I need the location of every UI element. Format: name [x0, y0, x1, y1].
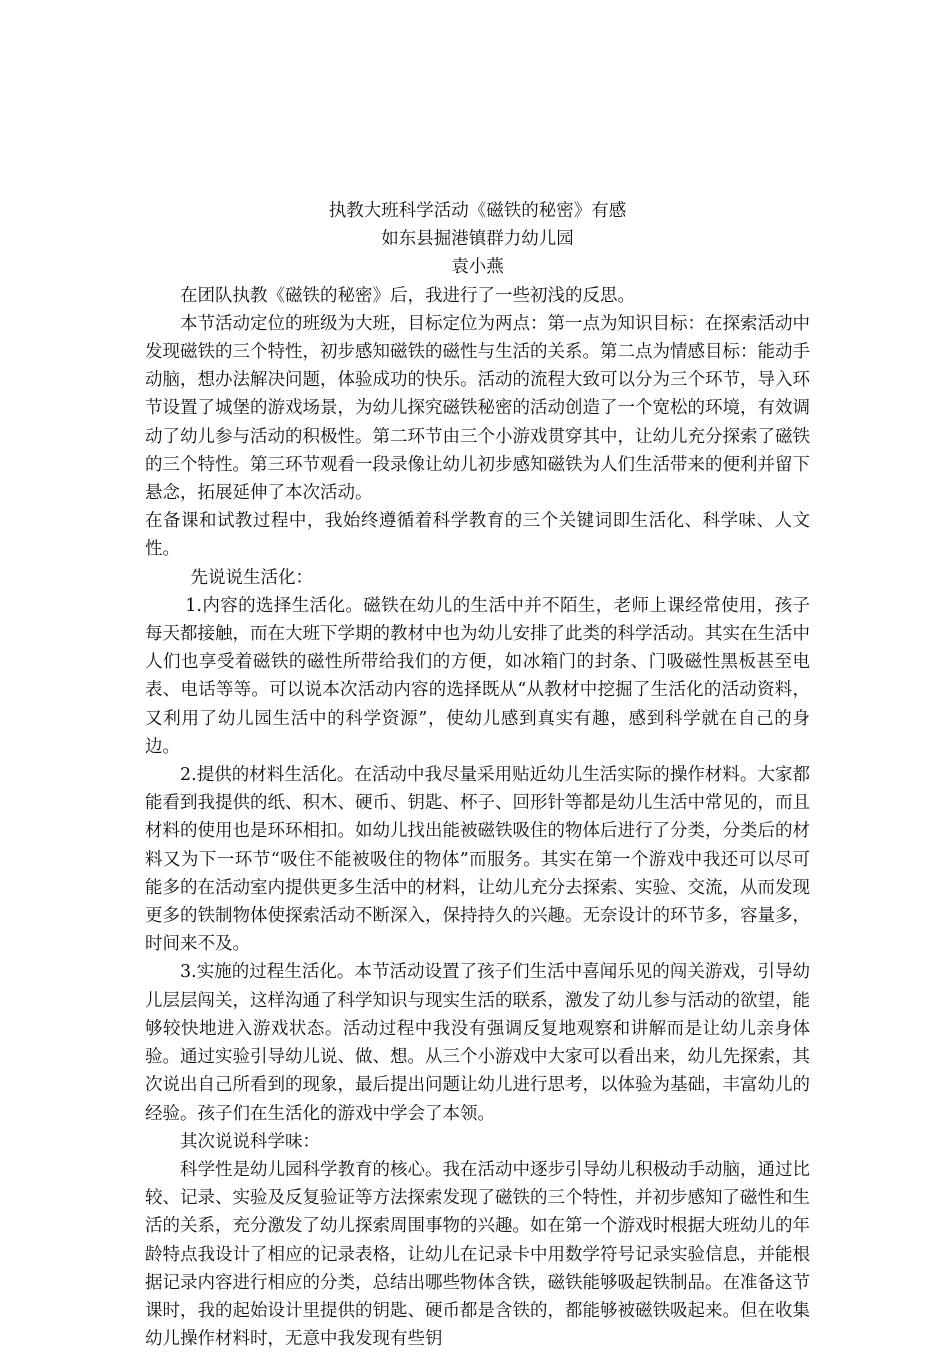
paragraph-intro: 在团队执教《磁铁的秘密》后，我进行了一些初浅的反思。 — [180, 285, 635, 306]
section-heading-science: 其次说说科学味： — [180, 1131, 320, 1152]
paragraph-overview: 本节活动定位的班级为大班，目标定位为两点：第一点为知识目标：在探索活动中发现磁铁的三个特性，初步感知磁铁的磁性与生活的关系。第二点为情感目标：能动手动脑，想办法解决问题，体验成功的快乐。活动的流程大致可以分为三个环节，导入环节设置了城堡的游戏场景，为幼儿探究磁铁秘密的活动创造了一个宽松的环境，有效调动了幼儿参与活动的积极性。第二环节由三个小游戏贯穿其中，让幼儿充分探索了磁铁的三个特性。第三环节观看一段录像让幼儿初步感知磁铁为人们生活带来的便利并留下悬念，拓展延伸了本次活动。 — [145, 313, 810, 504]
paragraph-item-2: 2.提供的材料生活化。在活动中我尽量采用贴近幼儿生活实际的操作材料。大家都能看到我提供的纸、积木、硬币、钥匙、杯子、回形针等都是幼儿生活中常见的，而且材料的使用也是环环相扣。如幼儿找出能被磁铁吸住的物体后进行了分类，分类后的材料又为下一环节“吸住不能被吸住的物体”而服务。其实在第一个游戏中我还可以尽可能多的在活动室内提供更多生活中的材料，让幼儿充分去探索、实验、交流，从而发现更多的铁制物体使探索活动不断深入，保持持久的兴趣。无奈设计的环节多，容量多，时间来不及。 — [145, 765, 810, 955]
paragraph-item-3: 3.实施的过程生活化。本节活动设置了孩子们生活中喜闻乐见的闯关游戏，引导幼儿层层闯关，这样沟通了科学知识与现实生活的联系，激发了幼儿参与活动的欲望，能够较快地进入游戏状态。活动过程中我没有强调反复地观察和讲解而是让幼儿亲身体验。通过实验引导幼儿说、做、想。从三个小游戏中大家可以看出来，幼儿先探索，其次说出自己所看到的现象，最后提出问题让幼儿进行思考，以体验为基础，丰富幼儿的经验。孩子们在生活化的游戏中学会了本领。 — [145, 962, 810, 1124]
document-body — [145, 197, 810, 1353]
paragraph-item-1: 1.内容的选择生活化。磁铁在幼儿的生活中并不陌生，老师上课经常使用，孩子每天都接触，而在大班下学期的教材中也为幼儿安排了此类的科学活动。其实在生活中人们也享受着磁铁的磁性所带给我们的方便，如冰箱门的封条、门吸磁性黑板甚至电表、电话等等。可以说本次活动内容的选择既从“从教材中挖掘了生活化的活动资料，又利用了幼儿园生活中的科学资源”，使幼儿感到真实有趣，感到科学就在自己的身边。 — [145, 595, 810, 757]
section-heading-life: 先说说生活化： — [190, 567, 313, 588]
document-author: 袁小燕 — [451, 257, 504, 278]
paragraph-keywords: 在备课和试教过程中，我始终遵循着科学教育的三个关键词即生活化、科学味、人文性。 — [145, 511, 810, 560]
paragraph-science: 科学性是幼儿园科学教育的核心。我在活动中逐步引导幼儿积极动手动脑，通过比较、记录、实验及反复验证等方法探索发现了磁铁的三个特性，并初步感知了磁性和生活的关系，充分激发了幼儿探索周围事物的兴趣。如在第一个游戏时根据大班幼儿的年龄特点我设计了相应的记录表格，让幼儿在记录卡中用数学符号记录实验信息，并能根据记录内容进行相应的分类，总结出哪些物体含铁，磁铁能够吸起铁制品。在准备这节课时，我的起始设计里提供的钥匙、硬币都是含铁的，都能够被磁铁吸起来。但在收集幼儿操作材料时，无意中我发现有些钥 — [145, 1159, 810, 1350]
document-school: 如东县掘港镇群力幼儿园 — [381, 229, 574, 250]
document-title: 执教大班科学活动《磁铁的秘密》有感 — [328, 201, 627, 221]
